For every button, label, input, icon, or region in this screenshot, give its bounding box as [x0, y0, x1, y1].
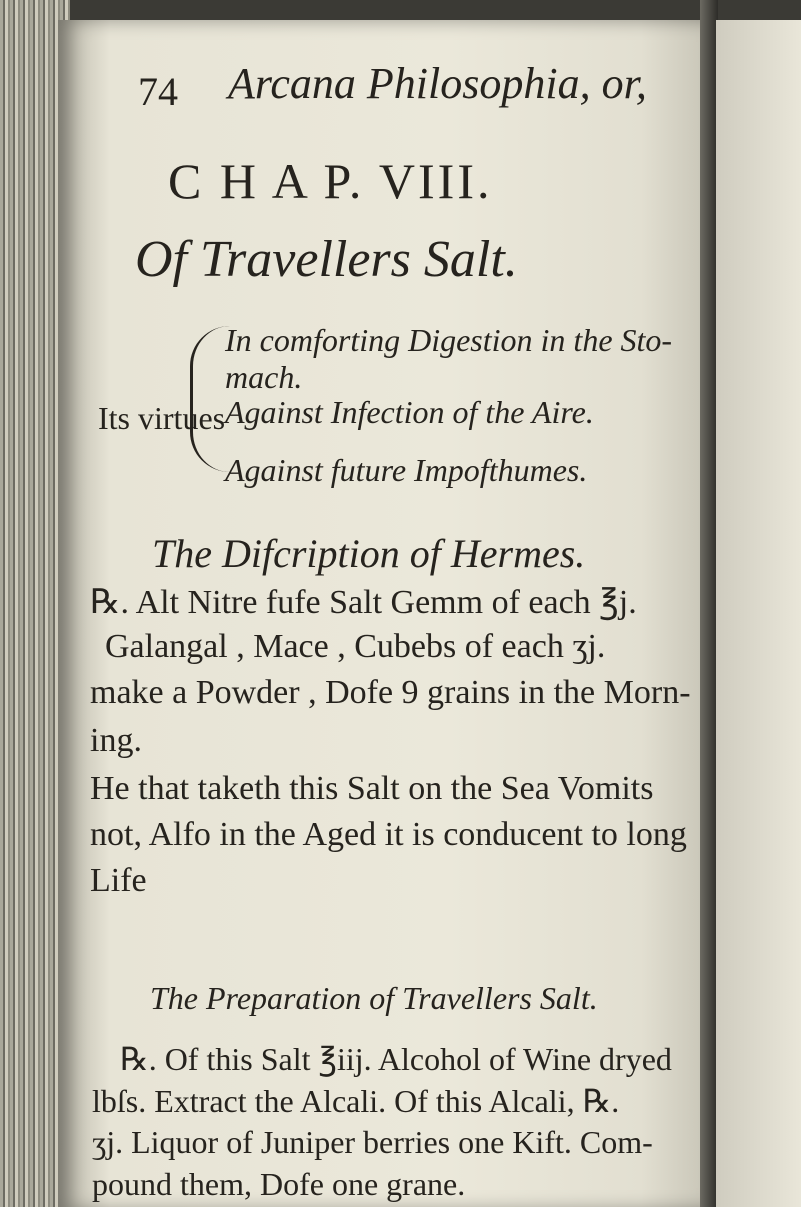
recipe-line: pound them, Dofe one grane.: [92, 1166, 466, 1202]
recipe-line: ʒj. Liquor of Juniper berries one Kift. Com-: [92, 1124, 653, 1160]
next-page-edge: [716, 20, 801, 1207]
virtue-line-1: In comforting Digestion in the Sto- mach.: [225, 322, 673, 395]
virtues-label: Its virtues: [98, 400, 226, 436]
recipe-line: lbſs. Extract the Alcali. Of this Alcali, ℞.: [92, 1083, 620, 1119]
description-heading: The Difcription of Hermes.: [152, 531, 586, 576]
body-line: He that taketh this Salt on the Sea Vomits: [90, 770, 654, 807]
virtue-line-2: Against Infection of the Aire.: [225, 394, 594, 430]
body-line: Life: [90, 862, 147, 899]
virtue-line-3: Against future Impofthumes.: [225, 452, 588, 488]
body-line: make a Powder , Dofe 9 grains in the Morn-: [90, 674, 691, 711]
preparation-heading: The Preparation of Travellers Salt.: [150, 980, 598, 1016]
body-line: ℞. Alt Nitre fufe Salt Gemm of each ℥j.: [90, 584, 637, 621]
chapter-heading: C H A P. VIII.: [168, 153, 493, 209]
page-number: 74: [138, 69, 178, 114]
body-line: Galangal , Mace , Cubebs of each ʒj.: [105, 628, 606, 665]
running-title: Arcana Philosophia, or,: [228, 59, 647, 108]
section-title: Of Travellers Salt.: [135, 231, 518, 288]
body-line: ing.: [90, 722, 142, 759]
body-line: not, Alfo in the Aged it is conducent to long: [90, 816, 687, 853]
recipe-line: ℞. Of this Salt ℥iij. Alcohol of Wine dryed: [120, 1041, 672, 1077]
